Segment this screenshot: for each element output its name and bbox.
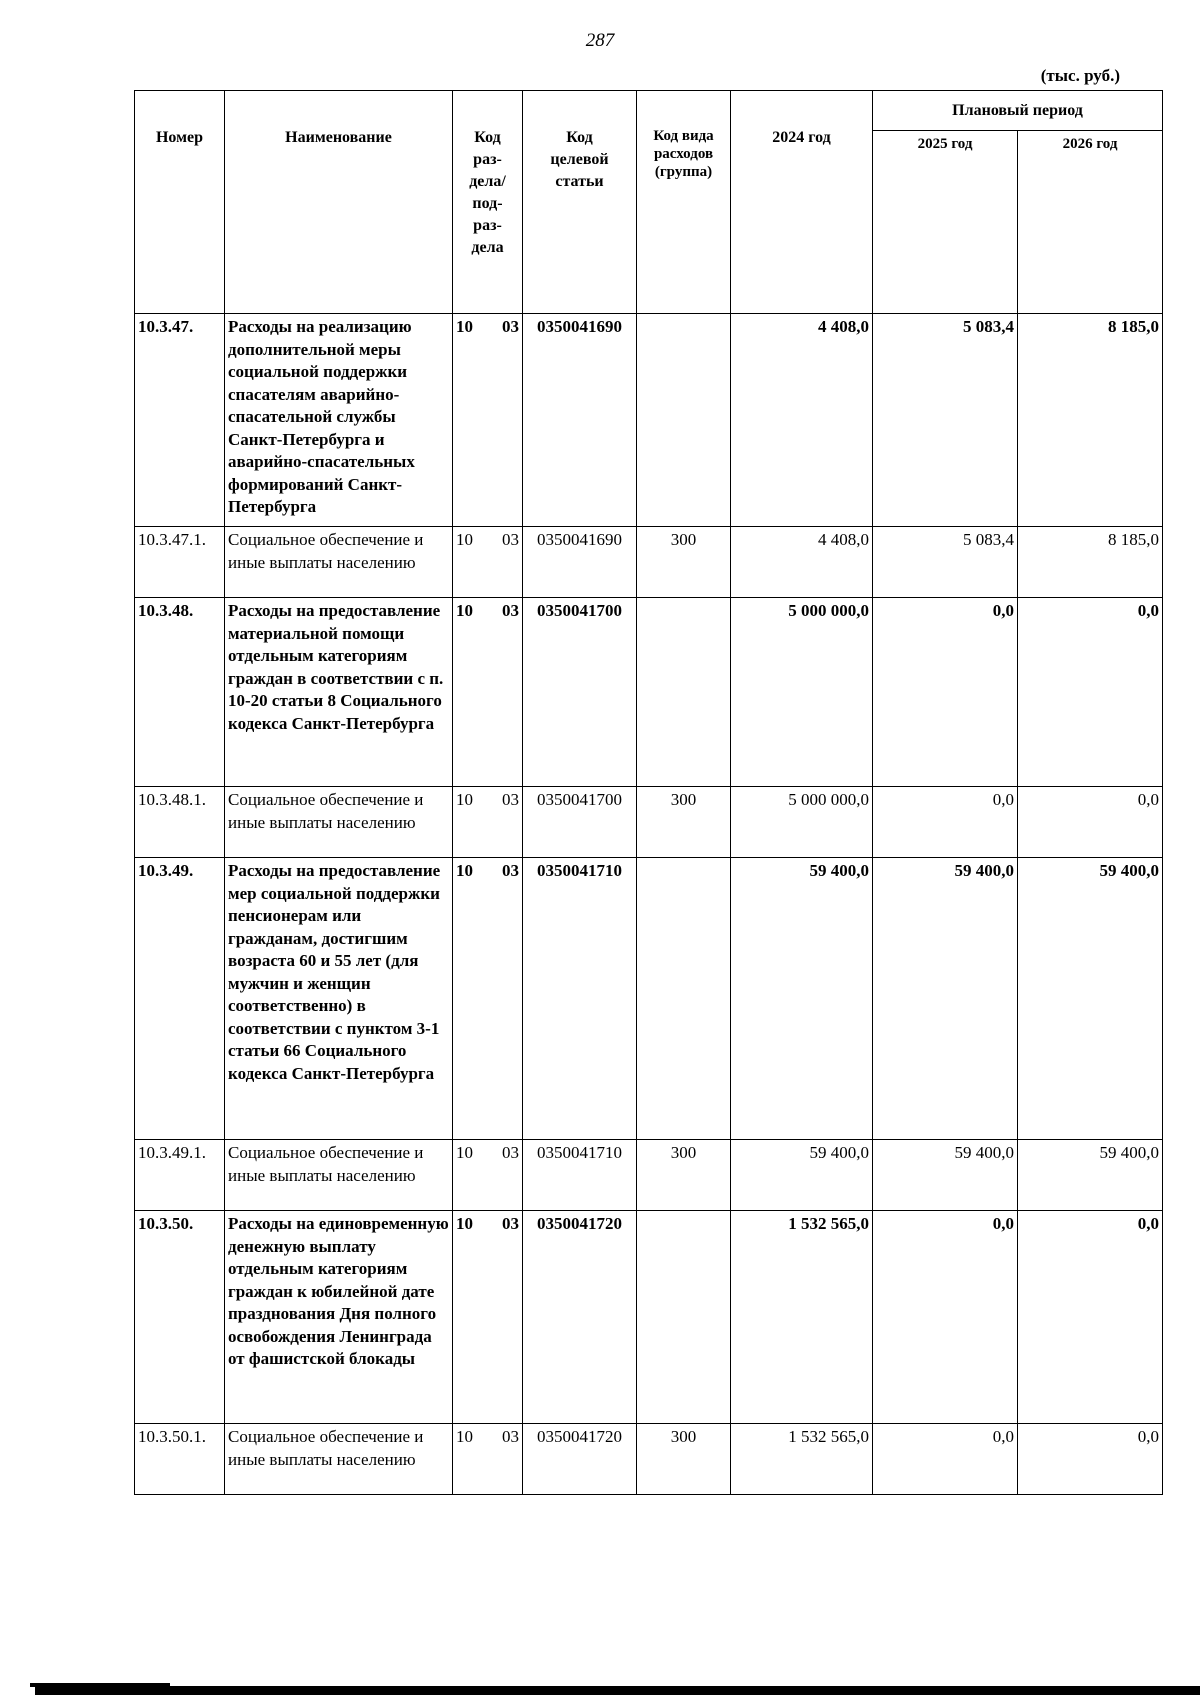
unit-note: (тыс. руб.) [1040, 66, 1120, 85]
row-sec: 10 [456, 317, 473, 336]
row-2026: 0,0 [1018, 1211, 1163, 1424]
row-number: 10.3.47.1. [135, 527, 225, 598]
row-2024: 1 532 565,0 [731, 1424, 873, 1495]
table-row [135, 787, 1163, 858]
row-target-code: 0350041720 [523, 1424, 637, 1495]
row-2026: 59 400,0 [1018, 1140, 1163, 1211]
table-row [135, 527, 1163, 598]
header-section-line: раз- [473, 151, 502, 168]
row-sub: 03 [502, 530, 519, 549]
header-target-line: целевой [550, 151, 609, 168]
row-number: 10.3.50.1. [135, 1424, 225, 1495]
table-header [135, 91, 1163, 314]
header-section-line: Код [474, 129, 501, 146]
header-number: Номер [135, 91, 225, 314]
row-2026: 0,0 [1018, 1424, 1163, 1495]
row-section-code [453, 314, 523, 527]
row-target-code: 0350041710 [523, 858, 637, 1140]
row-2025: 5 083,4 [873, 527, 1018, 598]
header-planned-period: Плановый период [873, 91, 1163, 131]
row-2025: 0,0 [873, 1424, 1018, 1495]
header-expense-line: (группа) [654, 164, 713, 180]
row-section-code [453, 787, 523, 858]
header-target-line: статьи [555, 173, 604, 190]
row-name: Социальное обеспечение и иные выплаты населению [225, 1424, 453, 1495]
row-sub: 03 [502, 1214, 519, 1233]
row-expense-code: 300 [637, 1140, 731, 1211]
header-expense-line: Код вида [653, 128, 714, 144]
row-2024: 1 532 565,0 [731, 1211, 873, 1424]
row-expense-code: 300 [637, 787, 731, 858]
table-row [135, 598, 1163, 787]
row-sub: 03 [502, 317, 519, 336]
row-2024: 59 400,0 [731, 858, 873, 1140]
row-expense-code [637, 858, 731, 1140]
footer-rule [35, 1686, 1200, 1695]
row-name: Социальное обеспечение и иные выплаты населению [225, 787, 453, 858]
row-2024: 59 400,0 [731, 1140, 873, 1211]
row-name: Социальное обеспечение и иные выплаты населению [225, 527, 453, 598]
table-row [135, 858, 1163, 1140]
row-section-code [453, 1211, 523, 1424]
row-number: 10.3.49.1. [135, 1140, 225, 1211]
row-2024: 4 408,0 [731, 314, 873, 527]
header-2025: 2025 год [873, 131, 1018, 314]
row-2025: 5 083,4 [873, 314, 1018, 527]
row-2024: 4 408,0 [731, 527, 873, 598]
row-target-code: 0350041710 [523, 1140, 637, 1211]
row-section-code [453, 1424, 523, 1495]
row-sub: 03 [502, 1427, 519, 1446]
row-expense-code [637, 314, 731, 527]
header-section-line: под- [472, 195, 503, 212]
row-target-code: 0350041700 [523, 787, 637, 858]
row-2025: 0,0 [873, 598, 1018, 787]
row-2026: 8 185,0 [1018, 314, 1163, 527]
row-number: 10.3.50. [135, 1211, 225, 1424]
row-number: 10.3.48.1. [135, 787, 225, 858]
table-row [135, 1140, 1163, 1211]
row-expense-code: 300 [637, 1424, 731, 1495]
row-2026: 0,0 [1018, 598, 1163, 787]
header-name: Наименование [225, 91, 453, 314]
budget-table [134, 90, 1163, 1495]
header-target-code [523, 91, 637, 314]
header-expense-line: расходов [653, 146, 714, 162]
header-section-line: раз- [473, 217, 502, 234]
header-expense-code [637, 91, 731, 314]
row-name: Социальное обеспечение и иные выплаты населению [225, 1140, 453, 1211]
row-sec: 10 [456, 1214, 473, 1233]
row-2026: 8 185,0 [1018, 527, 1163, 598]
table-row [135, 1424, 1163, 1495]
row-sub: 03 [502, 790, 519, 809]
row-number: 10.3.48. [135, 598, 225, 787]
row-target-code: 0350041720 [523, 1211, 637, 1424]
row-sub: 03 [502, 601, 519, 620]
row-2025: 0,0 [873, 1211, 1018, 1424]
row-number: 10.3.49. [135, 858, 225, 1140]
row-name: Расходы на предоставление материальной помощи отдельным категориям граждан в соответствии с п. 10-20 статьи 8 Социального кодекса Санкт-Петербурга [225, 598, 453, 787]
row-sec: 10 [456, 601, 473, 620]
row-name: Расходы на реализацию дополнительной меры социальной поддержки спасателям аварийно-спасательной службы Санкт-Петербурга и аварийно-спасательных формирований Санкт-Петербурга [225, 314, 453, 527]
page-number: 287 [585, 30, 615, 51]
header-section-line: дела/ [469, 173, 506, 190]
row-sec: 10 [456, 861, 473, 880]
row-2025: 59 400,0 [873, 858, 1018, 1140]
row-target-code: 0350041690 [523, 527, 637, 598]
table-row [135, 314, 1163, 527]
row-target-code: 0350041700 [523, 598, 637, 787]
row-section-code [453, 527, 523, 598]
row-name: Расходы на предоставление мер социальной поддержки пенсионерам или гражданам, достигшим возраста 60 и 55 лет (для мужчин и женщин соответственно) в соответствии с пунктом 3-1 статьи 66 Социального кодекса Санкт-Петербурга [225, 858, 453, 1140]
header-section-line: дела [471, 239, 504, 256]
row-2026: 59 400,0 [1018, 858, 1163, 1140]
row-target-code: 0350041690 [523, 314, 637, 527]
row-sec: 10 [456, 1427, 473, 1446]
row-2024: 5 000 000,0 [731, 787, 873, 858]
row-section-code [453, 858, 523, 1140]
row-number: 10.3.47. [135, 314, 225, 527]
header-section-code [453, 91, 523, 314]
header-2024: 2024 год [731, 91, 873, 314]
row-expense-code [637, 598, 731, 787]
row-sec: 10 [456, 790, 473, 809]
row-sub: 03 [502, 861, 519, 880]
header-2026: 2026 год [1018, 131, 1163, 314]
table-body [135, 314, 1163, 1495]
row-2024: 5 000 000,0 [731, 598, 873, 787]
row-name: Расходы на единовременную денежную выплату отдельным категориям граждан к юбилейной дате празднования Дня полного освобождения Ленинграда от фашистской блокады [225, 1211, 453, 1424]
row-section-code [453, 1140, 523, 1211]
row-sec: 10 [456, 530, 473, 549]
header-target-line: Код [566, 129, 593, 146]
row-expense-code [637, 1211, 731, 1424]
row-2026: 0,0 [1018, 787, 1163, 858]
table-row [135, 1211, 1163, 1424]
row-2025: 0,0 [873, 787, 1018, 858]
row-section-code [453, 598, 523, 787]
row-expense-code: 300 [637, 527, 731, 598]
row-2025: 59 400,0 [873, 1140, 1018, 1211]
row-sub: 03 [502, 1143, 519, 1162]
row-sec: 10 [456, 1143, 473, 1162]
